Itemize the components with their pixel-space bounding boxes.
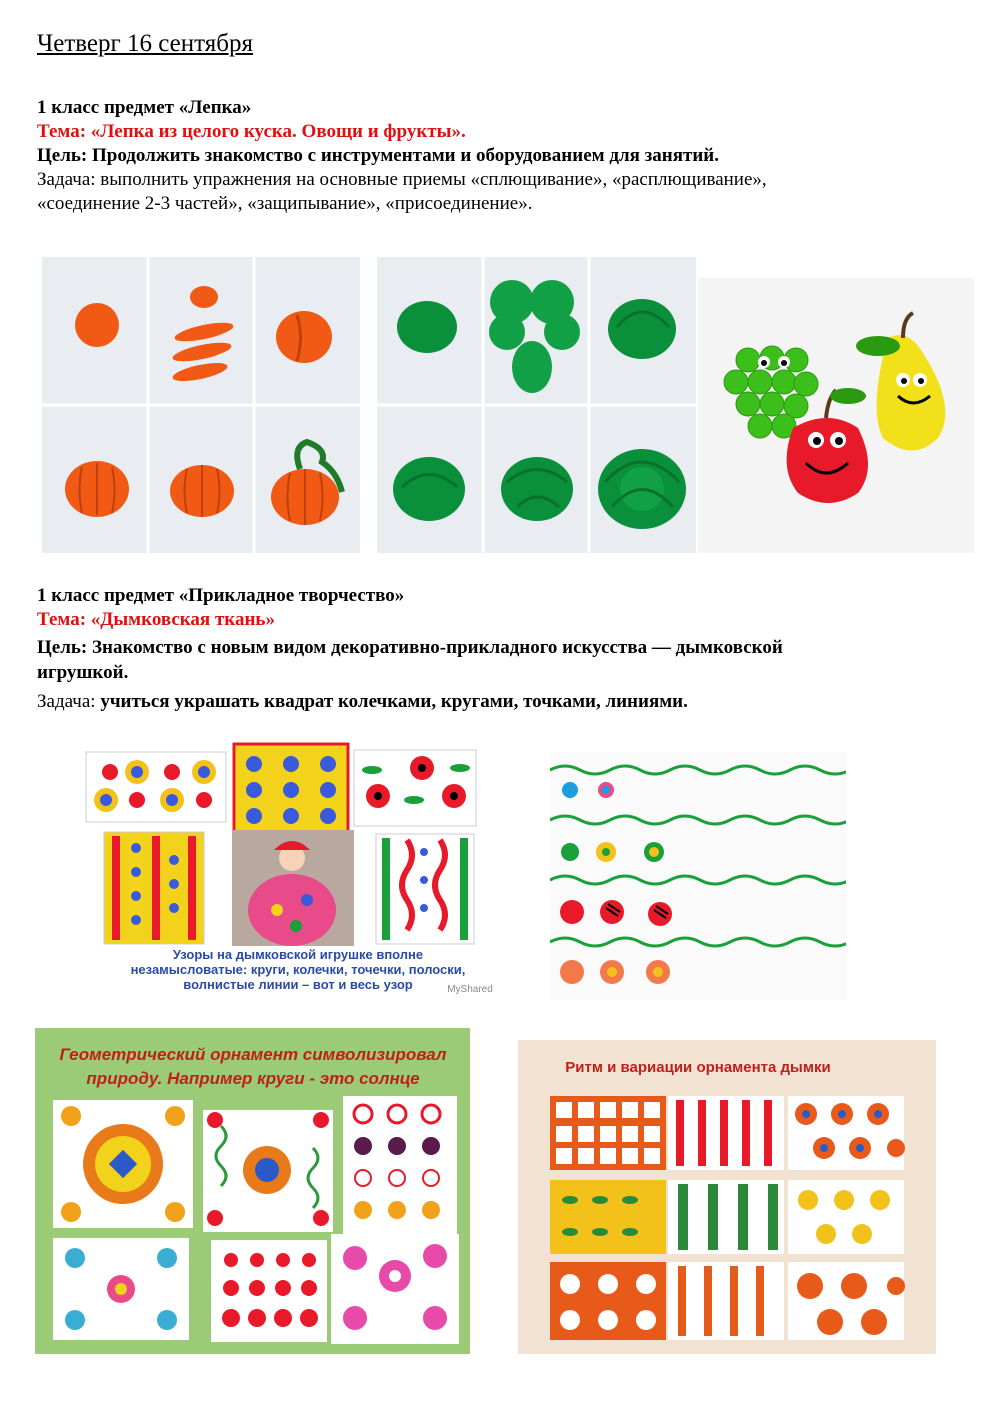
rhythm-ornament-poster [518, 1040, 936, 1354]
section2-task-label: Задача: [37, 691, 101, 712]
section1-task-line2: «соединение 2-3 частей», «защипывание», «присоединение». [37, 193, 533, 214]
section2-goal-line2: игрушкой. [37, 662, 129, 683]
geometric-ornament-poster [35, 1028, 470, 1354]
geom-title-1: Геометрический орнамент символизировал [59, 1045, 447, 1064]
fruits-photo [698, 278, 974, 553]
section2-goal-line1: Цель: Знакомство с новым видом декоративно-прикладного искусства — дымковской [37, 637, 783, 658]
section1-subject: 1 класс предмет «Лепка» [37, 97, 252, 118]
section2-topic: Тема: «Дымковская ткань» [37, 609, 275, 630]
watermark: MyShared [447, 984, 493, 995]
page-date: Четверг 16 сентября [37, 30, 253, 57]
collage-caption-3: волнистые линии – вот и весь узор [183, 977, 413, 992]
section1-topic: Тема: «Лепка из целого куска. Овощи и фрукты». [37, 121, 466, 142]
section2-task-text: учиться украшать квадрат колечками, кругами, точками, линиями. [100, 691, 688, 712]
section2-task [37, 690, 688, 714]
collage-caption-1: Узоры на дымковской игрушке вполне [172, 947, 424, 962]
dymkovo-patterns-collage [82, 740, 514, 998]
section1-goal: Цель: Продолжить знакомство с инструментами и оборудованием для занятий. [37, 145, 719, 166]
section1-task-line1: Задача: выполнить упражнения на основные приемы «сплющивание», «расплющивание», [37, 169, 767, 190]
cabbage-steps-photo [377, 257, 696, 553]
geom-title-2: природу. Например круги - это солнце [86, 1069, 420, 1088]
rhythm-title: Ритм и вариации орнамента дымки [565, 1059, 831, 1076]
pumpkin-steps-photo [42, 257, 360, 553]
collage-caption-2: незамысловатые: круги, колечки, точечки, полоски, [130, 962, 466, 977]
section2-subject: 1 класс предмет «Прикладное творчество» [37, 585, 405, 606]
wavy-lines-worksheet [550, 752, 846, 1000]
